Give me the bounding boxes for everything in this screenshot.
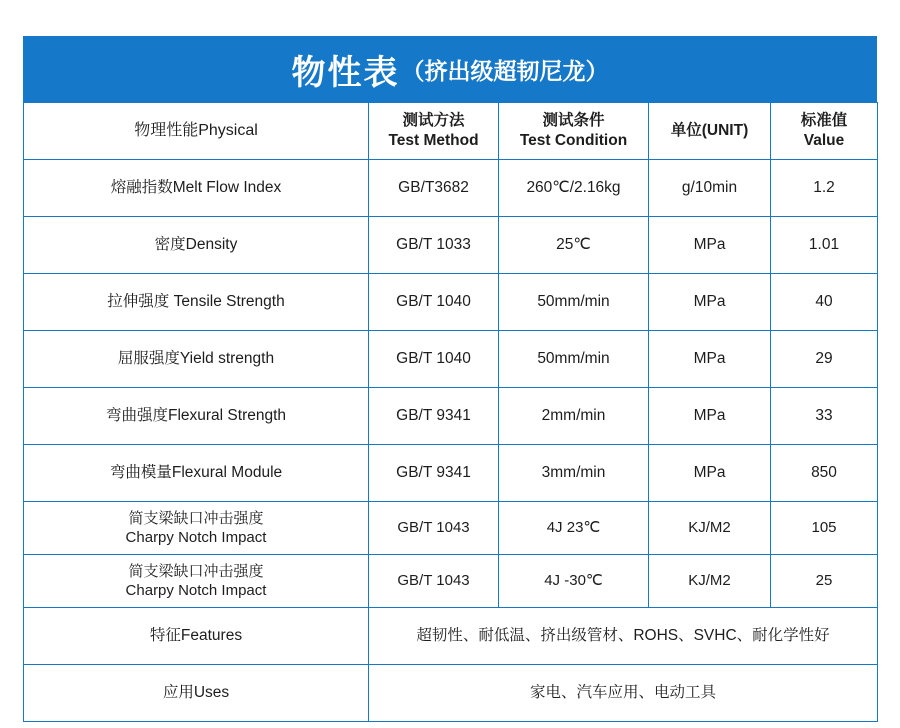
header-cell-condition	[499, 103, 649, 160]
cell-condition: 4J -30℃	[499, 555, 649, 608]
table-row	[24, 160, 878, 217]
cell-condition: 3mm/min	[499, 445, 649, 502]
header-cell-value	[771, 103, 878, 160]
cell-property-cn: 简支梁缺口冲击强度	[128, 562, 264, 580]
table-header-row	[24, 103, 878, 160]
cell-method: GB/T 1040	[369, 331, 499, 388]
header-method-en: Test Method	[388, 132, 479, 149]
page-subtitle: （挤出级超韧尼龙）	[401, 57, 609, 84]
cell-uses-text: 家电、汽车应用、电动工具	[369, 665, 878, 722]
header-condition-en: Test Condition	[519, 132, 628, 149]
cell-value: 850	[771, 445, 878, 502]
header-cell-method	[369, 103, 499, 160]
cell-property: 弯曲强度Flexural Strength	[24, 388, 369, 445]
table-row	[24, 274, 878, 331]
table-row	[24, 502, 878, 555]
cell-condition: 50mm/min	[499, 274, 649, 331]
table-row-features	[24, 608, 878, 665]
cell-property: 拉伸强度 Tensile Strength	[24, 274, 369, 331]
cell-condition: 260℃/2.16kg	[499, 160, 649, 217]
cell-method: GB/T 9341	[369, 388, 499, 445]
cell-condition: 2mm/min	[499, 388, 649, 445]
table-row	[24, 331, 878, 388]
cell-value: 25	[771, 555, 878, 608]
cell-property-en: Charpy Notch Impact	[125, 582, 267, 599]
cell-value: 1.2	[771, 160, 878, 217]
cell-property: 弯曲模量Flexural Module	[24, 445, 369, 502]
cell-method: GB/T 1040	[369, 274, 499, 331]
cell-unit: MPa	[649, 388, 771, 445]
table-row	[24, 555, 878, 608]
cell-property: 熔融指数Melt Flow Index	[24, 160, 369, 217]
table-row	[24, 217, 878, 274]
table-row-uses	[24, 665, 878, 722]
table-row	[24, 388, 878, 445]
cell-property	[24, 555, 369, 608]
cell-features-label: 特征Features	[24, 608, 369, 665]
header-method-cn: 测试方法	[402, 112, 465, 130]
cell-property: 密度Density	[24, 217, 369, 274]
cell-unit: KJ/M2	[649, 555, 771, 608]
cell-unit: MPa	[649, 331, 771, 388]
cell-method: GB/T 1033	[369, 217, 499, 274]
cell-features-text: 超韧性、耐低温、挤出级管材、ROHS、SVHC、耐化学性好	[369, 608, 878, 665]
cell-value: 1.01	[771, 217, 878, 274]
table-row	[24, 445, 878, 502]
cell-unit: KJ/M2	[649, 502, 771, 555]
cell-method: GB/T 1043	[369, 555, 499, 608]
header-value-en: Value	[803, 132, 845, 149]
cell-uses-label: 应用Uses	[24, 665, 369, 722]
cell-property-cn: 简支梁缺口冲击强度	[128, 509, 264, 527]
cell-unit: g/10min	[649, 160, 771, 217]
header-condition-cn: 测试条件	[542, 112, 605, 130]
header-value-cn: 标准值	[800, 112, 848, 130]
cell-method: GB/T 9341	[369, 445, 499, 502]
cell-method: GB/T3682	[369, 160, 499, 217]
cell-value: 33	[771, 388, 878, 445]
cell-property	[24, 502, 369, 555]
cell-condition: 4J 23℃	[499, 502, 649, 555]
cell-value: 29	[771, 331, 878, 388]
cell-unit: MPa	[649, 217, 771, 274]
page-title: 物性表	[291, 53, 400, 92]
header-cell-unit: 单位(UNIT)	[649, 103, 771, 160]
cell-condition: 25℃	[499, 217, 649, 274]
cell-method: GB/T 1043	[369, 502, 499, 555]
cell-value: 105	[771, 502, 878, 555]
properties-table	[23, 102, 878, 722]
cell-property-en: Charpy Notch Impact	[125, 529, 267, 546]
cell-unit: MPa	[649, 274, 771, 331]
title-banner	[23, 36, 877, 102]
cell-property: 屈服强度Yield strength	[24, 331, 369, 388]
cell-unit: MPa	[649, 445, 771, 502]
cell-condition: 50mm/min	[499, 331, 649, 388]
header-cell-property: 物理性能Physical	[24, 103, 369, 160]
cell-value: 40	[771, 274, 878, 331]
